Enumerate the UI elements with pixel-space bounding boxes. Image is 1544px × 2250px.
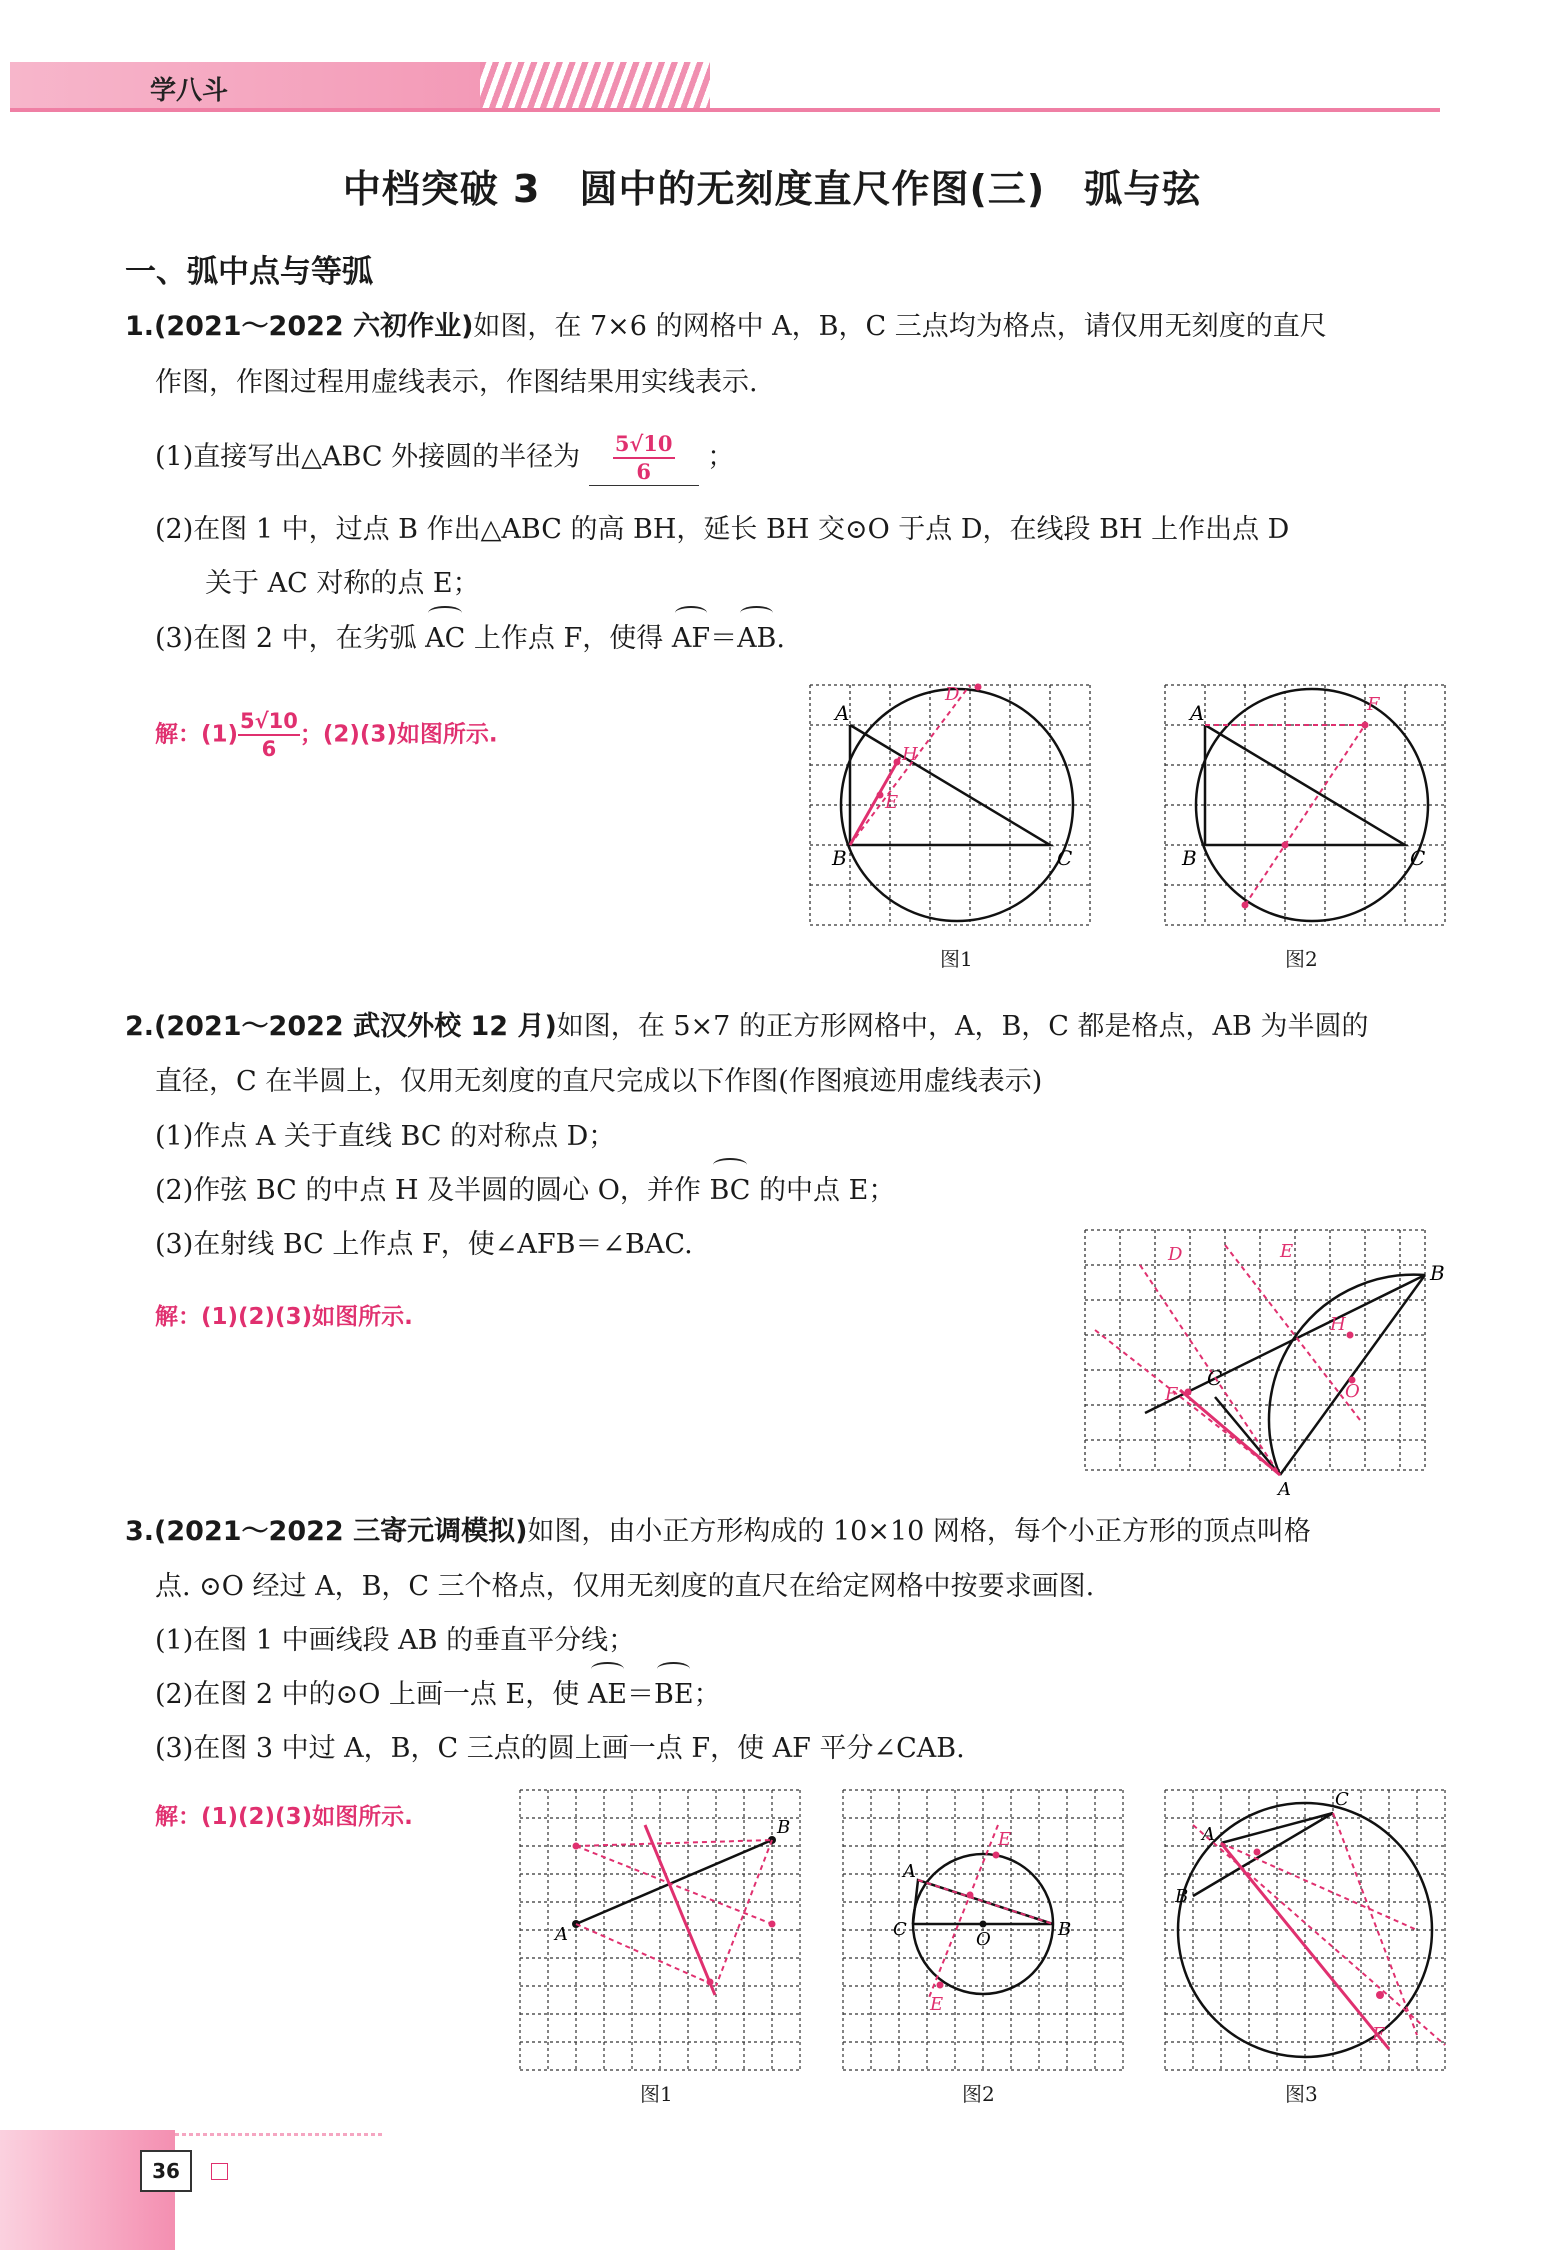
svg-text:E: E	[1280, 1241, 1294, 1262]
svg-text:D: D	[945, 684, 960, 705]
q1-fig2-caption: 图2	[1285, 947, 1318, 971]
svg-text:A: A	[903, 1861, 916, 1882]
q2-stem: 2.(2021～2022 武汉外校 12 月)如图，在 5×7 的正方形网格中，A，B，C 都是格点，AB 为半圆的	[125, 1011, 1369, 1042]
header-rule	[10, 108, 1440, 112]
svg-text:A: A	[835, 701, 850, 725]
section-heading: 一、弧中点与等弧	[125, 254, 373, 290]
q1-answer: 解：(1) $\frac{5√10}{6}$ ；(2)(3)如图所示.	[155, 709, 498, 761]
q1-part3: (3)在图 2 中，在劣弧 AC 上作点 F，使得 AF＝AB.	[155, 612, 1455, 666]
svg-text:C: C	[893, 1919, 907, 1940]
q2-part3: (3)在射线 BC 上作点 F，使∠AFB＝∠BAC.	[155, 1229, 693, 1260]
q3-stem-line2: 点. ⊙O 经过 A，B，C 三个格点，仅用无刻度的直尺在给定网格中按要求画图.	[155, 1571, 1095, 1602]
svg-text:E: E	[998, 1829, 1012, 1850]
header-brand: 学八斗	[150, 76, 229, 106]
svg-text:C: C	[1410, 846, 1426, 870]
svg-text:B: B	[1430, 1261, 1445, 1285]
q1-answer-blank: $\frac{5√10}{6}$	[589, 430, 699, 486]
svg-text:B: B	[777, 1817, 791, 1838]
svg-text:F: F	[1367, 694, 1380, 715]
svg-text:H: H	[1330, 1314, 1346, 1335]
q1-part2: (2)在图 1 中，过点 B 作出△ABC 的高 BH，延长 BH 交⊙O 于点 D，在线段 BH 上作出点 D	[155, 514, 1290, 545]
construction-line	[850, 685, 970, 845]
svg-text:B: B	[1175, 1886, 1189, 1907]
q2-part1: (1)作点 A 关于直线 BC 的对称点 D；	[155, 1121, 616, 1152]
svg-text:E: E	[885, 792, 899, 813]
q1-stem: 1.(2021～2022 六初作业)如图，在 7×6 的网格中 A，B，C 三点均为格点，请仅用无刻度的直尺	[125, 311, 1327, 342]
svg-text:A: A	[555, 1924, 568, 1945]
q2-stem-line2: 直径，C 在半圆上，仅用无刻度的直尺完成以下作图(作图痕迹用虚线表示)	[155, 1066, 1043, 1097]
svg-text:B: B	[1182, 846, 1197, 870]
q3-part3: (3)在图 3 中过 A，B，C 三点的圆上画一点 F，使 AF 平分∠CAB.	[155, 1733, 965, 1764]
svg-text:O: O	[1345, 1381, 1360, 1402]
q1-part1: (1)直接写出△ABC 外接圆的半径为 $\frac{5√10}{6}$ ；	[155, 430, 735, 484]
q3-part2: (2)在图 2 中的⊙O 上画一点 E，使 AE＝BE；	[155, 1668, 1455, 1722]
svg-text:F: F	[1372, 2024, 1385, 2045]
svg-text:A: A	[1190, 701, 1205, 725]
point-e	[877, 792, 884, 799]
svg-text:A: A	[1202, 1824, 1215, 1845]
svg-text:B: B	[832, 846, 847, 870]
svg-text:F: F	[1165, 1384, 1178, 1405]
q1-fig1-caption: 图1	[940, 947, 973, 971]
svg-text:D: D	[1168, 1244, 1183, 1265]
q1-figure-2	[1160, 680, 1460, 940]
svg-text:B: B	[1058, 1919, 1072, 1940]
svg-text:H: H	[902, 744, 918, 765]
q3-fig1-caption: 图1	[640, 2082, 673, 2106]
q1-stem-line2: 作图，作图过程用虚线表示，作图结果用实线表示.	[155, 367, 758, 398]
q2-part2: (2)作弦 BC 的中点 H 及半圆的圆心 O，并作 BC 的中点 E；	[155, 1164, 1455, 1218]
svg-text:C: C	[1335, 1789, 1349, 1810]
point-d	[975, 684, 982, 691]
svg-text:E: E	[930, 1994, 944, 2015]
diameter-ab	[1280, 1275, 1425, 1475]
semicircle	[1269, 1275, 1425, 1475]
header-band	[10, 62, 480, 110]
perpendicular-bisector	[645, 1825, 715, 1995]
q3-fig3-caption: 图3	[1285, 2082, 1318, 2106]
q3-fig2-caption: 图2	[962, 2082, 995, 2106]
q3-stem: 3.(2021～2022 三寄元调模拟)如图，由小正方形构成的 10×10 网格，每个小正方形的顶点叫格	[125, 1516, 1311, 1547]
point-h	[894, 759, 901, 766]
triangle-abc	[850, 725, 1050, 845]
page-title: 中档突破 3 圆中的无刻度直尺作图(三) 弧与弦	[342, 167, 1202, 211]
segment-ab	[576, 1840, 772, 1924]
footer-rule	[175, 2133, 385, 2136]
q3-part1: (1)在图 1 中画线段 AB 的垂直平分线；	[155, 1625, 636, 1656]
q2-answer: 解：(1)(2)(3)如图所示.	[155, 1304, 413, 1330]
svg-text:O: O	[976, 1929, 991, 1950]
svg-text:A: A	[1278, 1479, 1291, 1495]
header-stripes	[480, 62, 710, 110]
q1-part2-line2: 关于 AC 对称的点 E；	[205, 568, 480, 599]
svg-text:C: C	[1207, 1366, 1223, 1390]
q3-figure-1	[515, 1785, 805, 2075]
page-number: 36	[140, 2150, 192, 2192]
q3-figure-2	[838, 1785, 1128, 2075]
q3-figure-3	[1160, 1785, 1450, 2075]
q2-figure	[1080, 1225, 1455, 1495]
svg-text:C: C	[1057, 846, 1073, 870]
page-box-icon	[211, 2163, 228, 2180]
q3-answer: 解：(1)(2)(3)如图所示.	[155, 1804, 413, 1830]
q1-figure-1	[805, 680, 1105, 940]
